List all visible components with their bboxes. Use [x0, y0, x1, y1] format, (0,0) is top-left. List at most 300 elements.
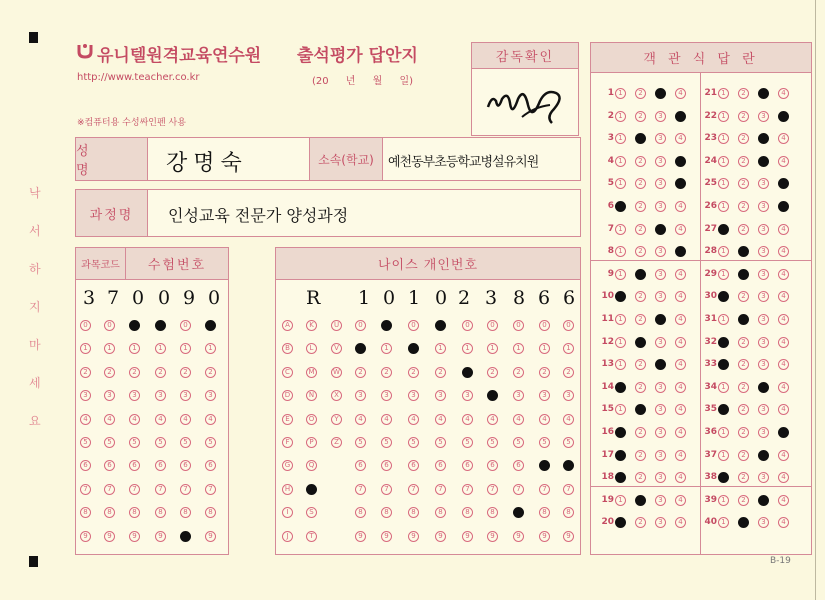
digit-bubble[interactable]: 0	[80, 320, 91, 331]
digit-bubble[interactable]: 1	[381, 343, 392, 354]
digit-bubble[interactable]: 3	[513, 390, 524, 401]
digit-bubble[interactable]: 0	[155, 320, 166, 331]
digit-bubble[interactable]: 1	[180, 343, 191, 354]
answer-bubble[interactable]: 2	[738, 337, 749, 348]
digit-bubble[interactable]: 5	[381, 437, 392, 448]
digit-bubble[interactable]: 2	[381, 367, 392, 378]
digit-bubble[interactable]: 6	[129, 460, 140, 471]
digit-bubble[interactable]: 6	[155, 460, 166, 471]
answer-bubble[interactable]: 4	[778, 224, 789, 235]
answer-bubble[interactable]: 3	[655, 337, 666, 348]
letter-bubble[interactable]: W	[331, 367, 342, 378]
letter-bubble[interactable]: S	[306, 507, 317, 518]
answer-bubble[interactable]: 3	[758, 337, 769, 348]
digit-bubble[interactable]: 8	[205, 507, 216, 518]
answer-bubble[interactable]: 4	[675, 156, 686, 167]
digit-bubble[interactable]: 4	[355, 414, 366, 425]
digit-bubble[interactable]: 2	[355, 367, 366, 378]
digit-bubble[interactable]: 8	[408, 507, 419, 518]
answer-bubble[interactable]: 2	[635, 133, 646, 144]
digit-bubble[interactable]: 9	[180, 531, 191, 542]
answer-bubble[interactable]: 3	[758, 178, 769, 189]
answer-bubble[interactable]: 4	[675, 111, 686, 122]
digit-bubble[interactable]: 0	[563, 320, 574, 331]
answer-bubble[interactable]: 2	[635, 382, 646, 393]
digit-bubble[interactable]: 5	[462, 437, 473, 448]
digit-bubble[interactable]: 9	[487, 531, 498, 542]
digit-bubble[interactable]: 9	[462, 531, 473, 542]
digit-bubble[interactable]: 6	[80, 460, 91, 471]
answer-bubble[interactable]: 1	[718, 359, 729, 370]
digit-bubble[interactable]: 0	[435, 320, 446, 331]
digit-bubble[interactable]: 7	[381, 484, 392, 495]
answer-bubble[interactable]: 1	[615, 427, 626, 438]
digit-bubble[interactable]: 4	[487, 414, 498, 425]
answer-bubble[interactable]: 2	[738, 495, 749, 506]
digit-bubble[interactable]: 0	[205, 320, 216, 331]
answer-bubble[interactable]: 4	[778, 337, 789, 348]
answer-bubble[interactable]: 4	[675, 88, 686, 99]
answer-bubble[interactable]: 2	[738, 246, 749, 257]
digit-bubble[interactable]: 3	[355, 390, 366, 401]
digit-bubble[interactable]: 9	[513, 531, 524, 542]
digit-bubble[interactable]: 2	[539, 367, 550, 378]
digit-bubble[interactable]: 1	[104, 343, 115, 354]
digit-bubble[interactable]: 2	[513, 367, 524, 378]
digit-bubble[interactable]: 7	[408, 484, 419, 495]
digit-bubble[interactable]: 0	[408, 320, 419, 331]
answer-bubble[interactable]: 1	[615, 201, 626, 212]
answer-bubble[interactable]: 3	[758, 201, 769, 212]
digit-bubble[interactable]: 5	[155, 437, 166, 448]
digit-bubble[interactable]: 9	[355, 531, 366, 542]
answer-bubble[interactable]: 2	[635, 178, 646, 189]
answer-bubble[interactable]: 3	[758, 450, 769, 461]
answer-bubble[interactable]: 3	[655, 472, 666, 483]
answer-bubble[interactable]: 4	[778, 133, 789, 144]
digit-bubble[interactable]: 0	[539, 320, 550, 331]
digit-bubble[interactable]: 1	[129, 343, 140, 354]
answer-bubble[interactable]: 2	[738, 88, 749, 99]
digit-bubble[interactable]: 4	[435, 414, 446, 425]
answer-bubble[interactable]: 4	[778, 450, 789, 461]
answer-bubble[interactable]: 3	[758, 269, 769, 280]
answer-bubble[interactable]: 4	[675, 246, 686, 257]
digit-bubble[interactable]: 2	[180, 367, 191, 378]
digit-bubble[interactable]: 3	[129, 390, 140, 401]
digit-bubble[interactable]: 6	[355, 460, 366, 471]
answer-bubble[interactable]: 2	[635, 224, 646, 235]
answer-bubble[interactable]: 3	[758, 111, 769, 122]
answer-bubble[interactable]: 1	[718, 382, 729, 393]
answer-bubble[interactable]: 2	[738, 450, 749, 461]
answer-bubble[interactable]: 3	[655, 178, 666, 189]
digit-bubble[interactable]: 3	[155, 390, 166, 401]
digit-bubble[interactable]: 6	[104, 460, 115, 471]
digit-bubble[interactable]: 3	[205, 390, 216, 401]
answer-bubble[interactable]: 1	[615, 291, 626, 302]
answer-bubble[interactable]: 3	[758, 382, 769, 393]
digit-bubble[interactable]: 1	[539, 343, 550, 354]
answer-bubble[interactable]: 3	[758, 246, 769, 257]
digit-bubble[interactable]: 6	[381, 460, 392, 471]
digit-bubble[interactable]: 5	[513, 437, 524, 448]
digit-bubble[interactable]: 0	[487, 320, 498, 331]
answer-bubble[interactable]: 1	[718, 337, 729, 348]
digit-bubble[interactable]: 4	[539, 414, 550, 425]
digit-bubble[interactable]: 0	[381, 320, 392, 331]
answer-bubble[interactable]: 1	[718, 472, 729, 483]
digit-bubble[interactable]: 3	[539, 390, 550, 401]
answer-bubble[interactable]: 2	[635, 517, 646, 528]
digit-bubble[interactable]: 6	[462, 460, 473, 471]
digit-bubble[interactable]: 1	[462, 343, 473, 354]
answer-bubble[interactable]: 1	[615, 517, 626, 528]
answer-bubble[interactable]: 3	[655, 517, 666, 528]
digit-bubble[interactable]: 6	[563, 460, 574, 471]
answer-bubble[interactable]: 4	[675, 201, 686, 212]
digit-bubble[interactable]: 7	[513, 484, 524, 495]
answer-bubble[interactable]: 1	[718, 495, 729, 506]
letter-bubble[interactable]: F	[282, 437, 293, 448]
digit-bubble[interactable]: 7	[563, 484, 574, 495]
letter-bubble[interactable]: C	[282, 367, 293, 378]
digit-bubble[interactable]: 4	[408, 414, 419, 425]
digit-bubble[interactable]: 2	[155, 367, 166, 378]
answer-bubble[interactable]: 1	[718, 88, 729, 99]
letter-bubble[interactable]: H	[282, 484, 293, 495]
digit-bubble[interactable]: 9	[104, 531, 115, 542]
answer-bubble[interactable]: 3	[655, 269, 666, 280]
digit-bubble[interactable]: 9	[155, 531, 166, 542]
digit-bubble[interactable]: 5	[205, 437, 216, 448]
answer-bubble[interactable]: 4	[778, 269, 789, 280]
answer-bubble[interactable]: 4	[675, 517, 686, 528]
letter-bubble[interactable]: O	[306, 414, 317, 425]
answer-bubble[interactable]: 4	[778, 427, 789, 438]
answer-bubble[interactable]: 3	[655, 201, 666, 212]
answer-bubble[interactable]: 1	[615, 382, 626, 393]
answer-bubble[interactable]: 3	[655, 359, 666, 370]
answer-bubble[interactable]: 1	[718, 269, 729, 280]
digit-bubble[interactable]: 3	[435, 390, 446, 401]
digit-bubble[interactable]: 6	[513, 460, 524, 471]
answer-bubble[interactable]: 3	[655, 382, 666, 393]
digit-bubble[interactable]: 9	[539, 531, 550, 542]
digit-bubble[interactable]: 5	[435, 437, 446, 448]
answer-bubble[interactable]: 2	[635, 427, 646, 438]
digit-bubble[interactable]: 5	[80, 437, 91, 448]
digit-bubble[interactable]: 2	[80, 367, 91, 378]
digit-bubble[interactable]: 7	[487, 484, 498, 495]
answer-bubble[interactable]: 2	[635, 495, 646, 506]
letter-bubble[interactable]: T	[306, 531, 317, 542]
answer-bubble[interactable]: 2	[635, 337, 646, 348]
digit-bubble[interactable]: 6	[408, 460, 419, 471]
answer-bubble[interactable]: 4	[675, 314, 686, 325]
answer-bubble[interactable]: 3	[758, 427, 769, 438]
answer-bubble[interactable]: 4	[778, 246, 789, 257]
answer-bubble[interactable]: 1	[615, 472, 626, 483]
answer-bubble[interactable]: 3	[758, 495, 769, 506]
digit-bubble[interactable]: 2	[104, 367, 115, 378]
answer-bubble[interactable]: 1	[718, 404, 729, 415]
letter-bubble[interactable]: D	[282, 390, 293, 401]
answer-bubble[interactable]: 1	[718, 291, 729, 302]
answer-bubble[interactable]: 1	[615, 133, 626, 144]
digit-bubble[interactable]: 5	[563, 437, 574, 448]
digit-bubble[interactable]: 0	[513, 320, 524, 331]
digit-bubble[interactable]: 0	[129, 320, 140, 331]
answer-bubble[interactable]: 3	[758, 156, 769, 167]
digit-bubble[interactable]: 8	[381, 507, 392, 518]
answer-bubble[interactable]: 3	[758, 133, 769, 144]
answer-bubble[interactable]: 3	[758, 517, 769, 528]
digit-bubble[interactable]: 2	[462, 367, 473, 378]
letter-bubble[interactable]: J	[282, 531, 293, 542]
digit-bubble[interactable]: 1	[513, 343, 524, 354]
digit-bubble[interactable]: 9	[381, 531, 392, 542]
answer-bubble[interactable]: 4	[675, 269, 686, 280]
answer-bubble[interactable]: 1	[615, 404, 626, 415]
digit-bubble[interactable]: 3	[381, 390, 392, 401]
answer-bubble[interactable]: 2	[738, 156, 749, 167]
answer-bubble[interactable]: 2	[738, 382, 749, 393]
digit-bubble[interactable]: 8	[563, 507, 574, 518]
digit-bubble[interactable]: 2	[129, 367, 140, 378]
answer-bubble[interactable]: 1	[718, 314, 729, 325]
letter-bubble[interactable]: P	[306, 437, 317, 448]
digit-bubble[interactable]: 2	[205, 367, 216, 378]
answer-bubble[interactable]: 2	[635, 156, 646, 167]
digit-bubble[interactable]: 5	[180, 437, 191, 448]
digit-bubble[interactable]: 8	[180, 507, 191, 518]
answer-bubble[interactable]: 1	[615, 88, 626, 99]
digit-bubble[interactable]: 5	[355, 437, 366, 448]
answer-bubble[interactable]: 3	[655, 133, 666, 144]
answer-bubble[interactable]: 1	[718, 517, 729, 528]
digit-bubble[interactable]: 3	[180, 390, 191, 401]
answer-bubble[interactable]: 2	[738, 404, 749, 415]
letter-bubble[interactable]: R	[306, 484, 317, 495]
answer-bubble[interactable]: 4	[778, 111, 789, 122]
digit-bubble[interactable]: 1	[205, 343, 216, 354]
digit-bubble[interactable]: 4	[80, 414, 91, 425]
answer-bubble[interactable]: 1	[615, 450, 626, 461]
letter-bubble[interactable]: Q	[306, 460, 317, 471]
letter-bubble[interactable]: L	[306, 343, 317, 354]
answer-bubble[interactable]: 1	[718, 450, 729, 461]
answer-bubble[interactable]: 2	[738, 427, 749, 438]
answer-bubble[interactable]: 1	[718, 178, 729, 189]
digit-bubble[interactable]: 7	[180, 484, 191, 495]
answer-bubble[interactable]: 1	[615, 178, 626, 189]
answer-bubble[interactable]: 4	[675, 359, 686, 370]
digit-bubble[interactable]: 4	[129, 414, 140, 425]
digit-bubble[interactable]: 7	[80, 484, 91, 495]
answer-bubble[interactable]: 4	[675, 404, 686, 415]
letter-bubble[interactable]: X	[331, 390, 342, 401]
answer-bubble[interactable]: 4	[778, 495, 789, 506]
digit-bubble[interactable]: 8	[539, 507, 550, 518]
digit-bubble[interactable]: 8	[435, 507, 446, 518]
answer-bubble[interactable]: 4	[675, 427, 686, 438]
digit-bubble[interactable]: 8	[513, 507, 524, 518]
letter-bubble[interactable]: V	[331, 343, 342, 354]
digit-bubble[interactable]: 6	[180, 460, 191, 471]
answer-bubble[interactable]: 1	[718, 201, 729, 212]
answer-bubble[interactable]: 4	[778, 291, 789, 302]
digit-bubble[interactable]: 4	[205, 414, 216, 425]
answer-bubble[interactable]: 3	[758, 314, 769, 325]
digit-bubble[interactable]: 7	[205, 484, 216, 495]
answer-bubble[interactable]: 1	[718, 111, 729, 122]
answer-bubble[interactable]: 4	[778, 178, 789, 189]
answer-bubble[interactable]: 2	[738, 201, 749, 212]
answer-bubble[interactable]: 2	[635, 246, 646, 257]
digit-bubble[interactable]: 8	[155, 507, 166, 518]
digit-bubble[interactable]: 3	[408, 390, 419, 401]
answer-bubble[interactable]: 4	[675, 178, 686, 189]
answer-bubble[interactable]: 4	[675, 224, 686, 235]
letter-bubble[interactable]: K	[306, 320, 317, 331]
letter-bubble[interactable]: N	[306, 390, 317, 401]
answer-bubble[interactable]: 4	[675, 450, 686, 461]
answer-bubble[interactable]: 4	[778, 404, 789, 415]
letter-bubble[interactable]: E	[282, 414, 293, 425]
answer-bubble[interactable]: 4	[675, 495, 686, 506]
answer-bubble[interactable]: 3	[655, 156, 666, 167]
digit-bubble[interactable]: 7	[155, 484, 166, 495]
digit-bubble[interactable]: 6	[435, 460, 446, 471]
answer-bubble[interactable]: 2	[738, 111, 749, 122]
digit-bubble[interactable]: 9	[129, 531, 140, 542]
digit-bubble[interactable]: 5	[104, 437, 115, 448]
answer-bubble[interactable]: 3	[758, 472, 769, 483]
digit-bubble[interactable]: 8	[462, 507, 473, 518]
answer-bubble[interactable]: 1	[718, 246, 729, 257]
answer-bubble[interactable]: 1	[615, 224, 626, 235]
digit-bubble[interactable]: 3	[104, 390, 115, 401]
digit-bubble[interactable]: 2	[563, 367, 574, 378]
digit-bubble[interactable]: 7	[104, 484, 115, 495]
answer-bubble[interactable]: 2	[738, 472, 749, 483]
digit-bubble[interactable]: 1	[155, 343, 166, 354]
digit-bubble[interactable]: 1	[435, 343, 446, 354]
digit-bubble[interactable]: 4	[104, 414, 115, 425]
letter-bubble[interactable]: B	[282, 343, 293, 354]
digit-bubble[interactable]: 5	[487, 437, 498, 448]
answer-bubble[interactable]: 2	[635, 201, 646, 212]
answer-bubble[interactable]: 4	[778, 472, 789, 483]
answer-bubble[interactable]: 1	[615, 246, 626, 257]
answer-bubble[interactable]: 3	[655, 246, 666, 257]
answer-bubble[interactable]: 1	[615, 111, 626, 122]
letter-bubble[interactable]: I	[282, 507, 293, 518]
letter-bubble[interactable]: Z	[331, 437, 342, 448]
answer-bubble[interactable]: 2	[635, 450, 646, 461]
answer-bubble[interactable]: 2	[738, 359, 749, 370]
answer-bubble[interactable]: 2	[738, 269, 749, 280]
answer-bubble[interactable]: 4	[778, 382, 789, 393]
answer-bubble[interactable]: 4	[675, 291, 686, 302]
answer-bubble[interactable]: 2	[635, 88, 646, 99]
digit-bubble[interactable]: 3	[80, 390, 91, 401]
answer-bubble[interactable]: 4	[675, 133, 686, 144]
digit-bubble[interactable]: 1	[80, 343, 91, 354]
digit-bubble[interactable]: 5	[129, 437, 140, 448]
answer-bubble[interactable]: 3	[655, 427, 666, 438]
digit-bubble[interactable]: 7	[435, 484, 446, 495]
digit-bubble[interactable]: 2	[435, 367, 446, 378]
answer-bubble[interactable]: 3	[655, 291, 666, 302]
answer-bubble[interactable]: 3	[655, 495, 666, 506]
answer-bubble[interactable]: 4	[778, 201, 789, 212]
answer-bubble[interactable]: 1	[718, 224, 729, 235]
digit-bubble[interactable]: 9	[563, 531, 574, 542]
answer-bubble[interactable]: 2	[635, 472, 646, 483]
answer-bubble[interactable]: 2	[635, 359, 646, 370]
letter-bubble[interactable]: U	[331, 320, 342, 331]
answer-bubble[interactable]: 3	[655, 450, 666, 461]
digit-bubble[interactable]: 7	[462, 484, 473, 495]
digit-bubble[interactable]: 1	[563, 343, 574, 354]
digit-bubble[interactable]: 5	[539, 437, 550, 448]
answer-bubble[interactable]: 1	[615, 359, 626, 370]
digit-bubble[interactable]: 3	[462, 390, 473, 401]
answer-bubble[interactable]: 4	[675, 472, 686, 483]
answer-bubble[interactable]: 4	[778, 88, 789, 99]
answer-bubble[interactable]: 1	[615, 269, 626, 280]
digit-bubble[interactable]: 7	[539, 484, 550, 495]
letter-bubble[interactable]: M	[306, 367, 317, 378]
answer-bubble[interactable]: 4	[675, 382, 686, 393]
digit-bubble[interactable]: 1	[408, 343, 419, 354]
answer-bubble[interactable]: 2	[738, 133, 749, 144]
digit-bubble[interactable]: 0	[462, 320, 473, 331]
digit-bubble[interactable]: 1	[355, 343, 366, 354]
digit-bubble[interactable]: 4	[155, 414, 166, 425]
digit-bubble[interactable]: 4	[462, 414, 473, 425]
digit-bubble[interactable]: 9	[205, 531, 216, 542]
letter-bubble[interactable]: G	[282, 460, 293, 471]
digit-bubble[interactable]: 8	[80, 507, 91, 518]
digit-bubble[interactable]: 4	[563, 414, 574, 425]
answer-bubble[interactable]: 4	[778, 359, 789, 370]
answer-bubble[interactable]: 1	[718, 133, 729, 144]
digit-bubble[interactable]: 8	[355, 507, 366, 518]
answer-bubble[interactable]: 1	[615, 495, 626, 506]
answer-bubble[interactable]: 3	[655, 111, 666, 122]
digit-bubble[interactable]: 6	[487, 460, 498, 471]
letter-bubble[interactable]: Y	[331, 414, 342, 425]
digit-bubble[interactable]: 4	[513, 414, 524, 425]
answer-bubble[interactable]: 3	[655, 314, 666, 325]
answer-bubble[interactable]: 2	[738, 224, 749, 235]
answer-bubble[interactable]: 3	[655, 404, 666, 415]
answer-bubble[interactable]: 1	[718, 156, 729, 167]
answer-bubble[interactable]: 2	[635, 269, 646, 280]
answer-bubble[interactable]: 2	[738, 517, 749, 528]
digit-bubble[interactable]: 2	[408, 367, 419, 378]
answer-bubble[interactable]: 3	[758, 224, 769, 235]
answer-bubble[interactable]: 2	[635, 404, 646, 415]
digit-bubble[interactable]: 6	[539, 460, 550, 471]
digit-bubble[interactable]: 9	[408, 531, 419, 542]
answer-bubble[interactable]: 4	[778, 156, 789, 167]
answer-bubble[interactable]: 1	[718, 427, 729, 438]
digit-bubble[interactable]: 7	[355, 484, 366, 495]
